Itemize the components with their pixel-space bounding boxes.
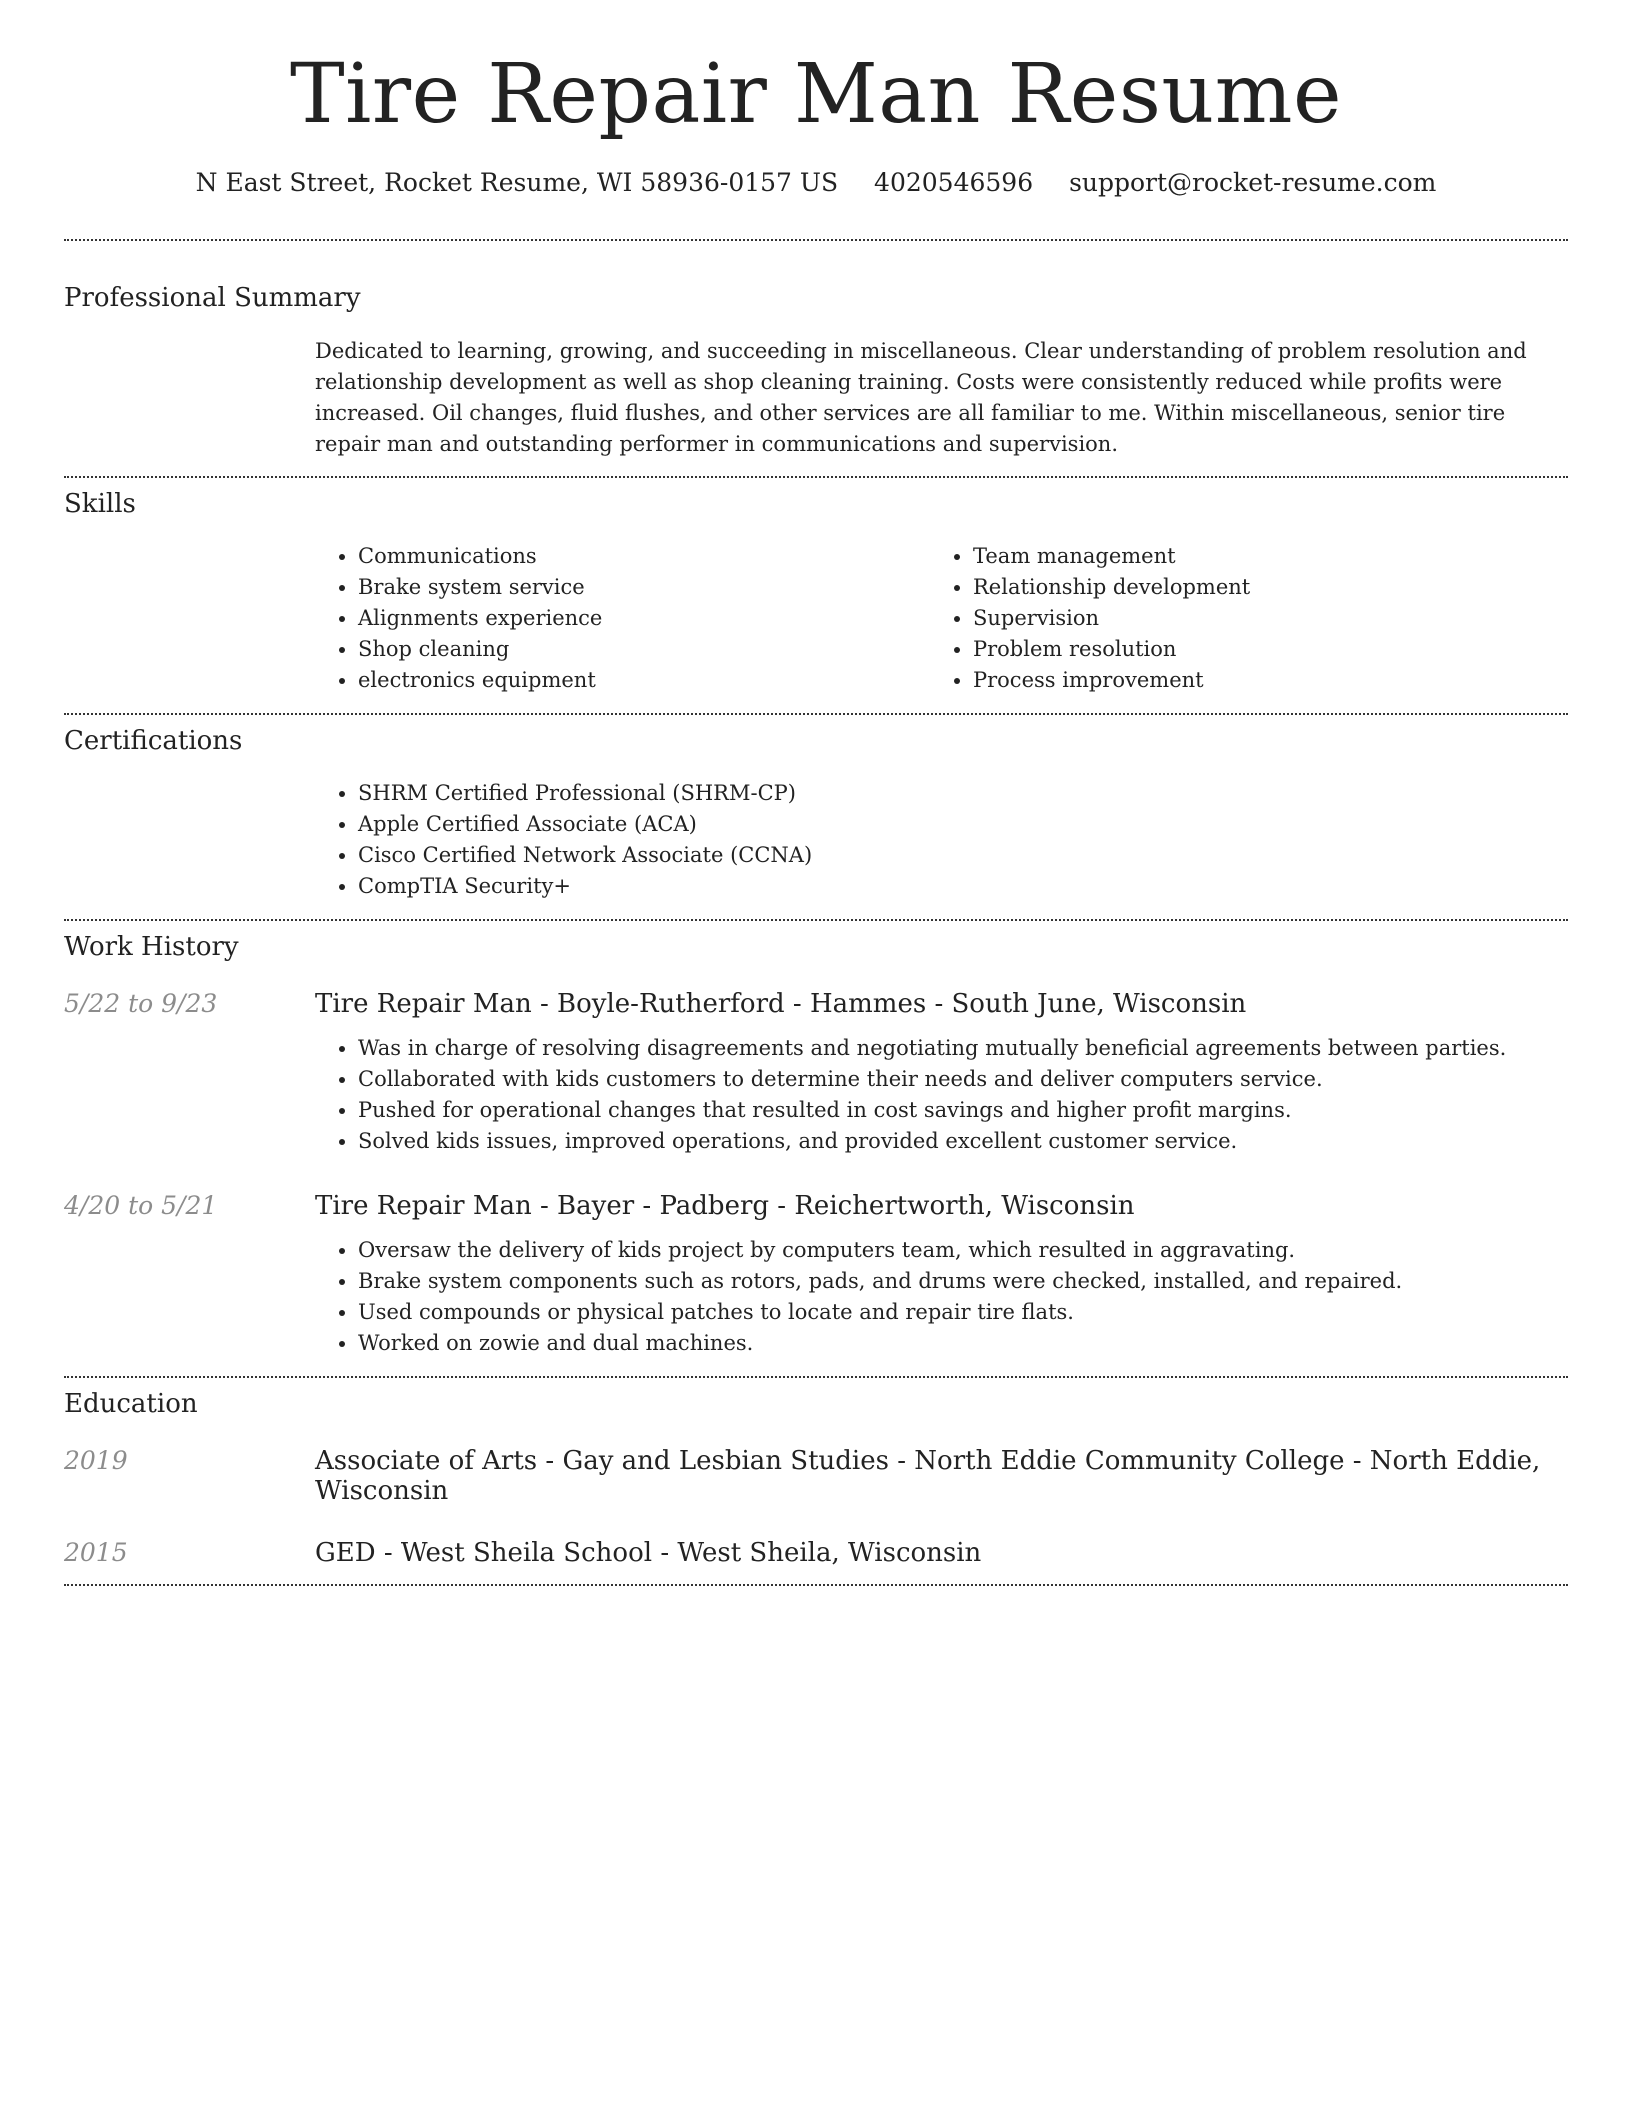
skill-item: • Communications (358, 541, 930, 572)
certification-item: • Cisco Certified Network Associate (CCNA) (358, 840, 1568, 871)
education-date: 2019 (64, 1446, 128, 1476)
summary-text: Dedicated to learning, growing, and succeeding in miscellaneous. Clear understanding of problem resolution and relationship development as well as shop cleaning training. Costs were consistently reduced while profits were increased. Oil changes, fluid flushes, and other services are all familiar to me. Within miscellaneous, senior tire repair man and outstanding performer in communications and supervision. (315, 339, 1527, 457)
education-date: 2015 (64, 1538, 128, 1568)
education-entry (64, 1446, 1568, 1506)
certification-item: • SHRM Certified Professional (SHRM-CP) (358, 778, 1568, 809)
certifications-heading: Certifications (64, 726, 243, 757)
job-bullet: • Worked on zowie and dual machines. (358, 1328, 1568, 1359)
skill-item: • Problem resolution (973, 634, 1545, 665)
education-entry (64, 1538, 1568, 1568)
certification-item: • Apple Certified Associate (ACA) (358, 809, 1568, 840)
job-header (64, 1191, 1568, 1221)
contact-phone: 4020546596 (874, 168, 1034, 198)
work-heading: Work History (64, 932, 239, 963)
skill-item: • Relationship development (973, 572, 1545, 603)
job-bullet: • Solved kids issues, improved operations, and provided excellent customer service. (358, 1126, 1568, 1157)
skill-item: • Brake system service (358, 572, 930, 603)
skills-heading: Skills (64, 489, 136, 520)
job-entry (64, 1191, 1568, 1359)
contact-line (0, 168, 1632, 197)
certifications-list (315, 778, 1568, 902)
education-divider (64, 1584, 1568, 1586)
job-title: Tire Repair Man - Bayer - Padberg - Reichertworth, Wisconsin (315, 1191, 1135, 1222)
education-heading: Education (64, 1389, 198, 1420)
education-degree: GED (315, 1538, 376, 1569)
job-date: 5/22 to 9/23 (64, 989, 218, 1019)
summary-heading: Professional Summary (64, 283, 361, 314)
skill-item: • Alignments experience (358, 603, 930, 634)
job-bullet: • Brake system components such as rotors, pads, and drums were checked, installed, and repaired. (358, 1266, 1568, 1297)
job-title: Tire Repair Man - Boyle-Rutherford - Hammes - South June, Wisconsin (315, 989, 1247, 1020)
resume-header (0, 0, 1632, 197)
job-bullets (315, 1033, 1568, 1157)
contact-email: support@rocket-resume.com (1069, 168, 1437, 198)
skill-item: • Supervision (973, 603, 1545, 634)
job-date: 4/20 to 5/21 (64, 1191, 218, 1221)
job-header (64, 989, 1568, 1019)
job-bullet: • Oversaw the delivery of kids project by computers team, which resulted in aggravating. (358, 1235, 1568, 1266)
education-section (0, 1378, 1632, 1584)
job-bullets (315, 1235, 1568, 1359)
skills-column-left (315, 541, 930, 696)
skill-item: • Process improvement (973, 665, 1545, 696)
skills-section (0, 478, 1632, 713)
skill-item: • Shop cleaning (358, 634, 930, 665)
job-bullet: • Used compounds or physical patches to locate and repair tire flats. (358, 1297, 1568, 1328)
work-section (0, 921, 1632, 1376)
skill-item: • electronics equipment (358, 665, 930, 696)
summary-section (0, 241, 1632, 476)
skills-column-right (930, 541, 1545, 696)
skills-grid (315, 541, 1568, 696)
education-title (315, 1538, 981, 1568)
education-school: - West Sheila School - West Sheila, Wisconsin (375, 1538, 982, 1569)
skill-item: • Team management (973, 541, 1545, 572)
resume-title: Tire Repair Man Resume (289, 47, 1342, 142)
job-bullet: • Pushed for operational changes that resulted in cost savings and higher profit margins. (358, 1095, 1568, 1126)
certification-item: • CompTIA Security+ (358, 871, 1568, 902)
contact-address: N East Street, Rocket Resume, WI 58936-0157 US (195, 168, 839, 198)
certifications-section (0, 715, 1632, 919)
job-bullet: • Collaborated with kids customers to determine their needs and deliver computers service. (358, 1064, 1568, 1095)
education-school: - North Eddie Community College - North Eddie, Wisconsin (315, 1446, 1541, 1507)
job-bullet: • Was in charge of resolving disagreements and negotiating mutually beneficial agreements between parties. (358, 1033, 1568, 1064)
education-degree: Associate of Arts - Gay and Lesbian Studies (315, 1446, 889, 1477)
job-entry (64, 989, 1568, 1157)
education-title (315, 1446, 1568, 1506)
